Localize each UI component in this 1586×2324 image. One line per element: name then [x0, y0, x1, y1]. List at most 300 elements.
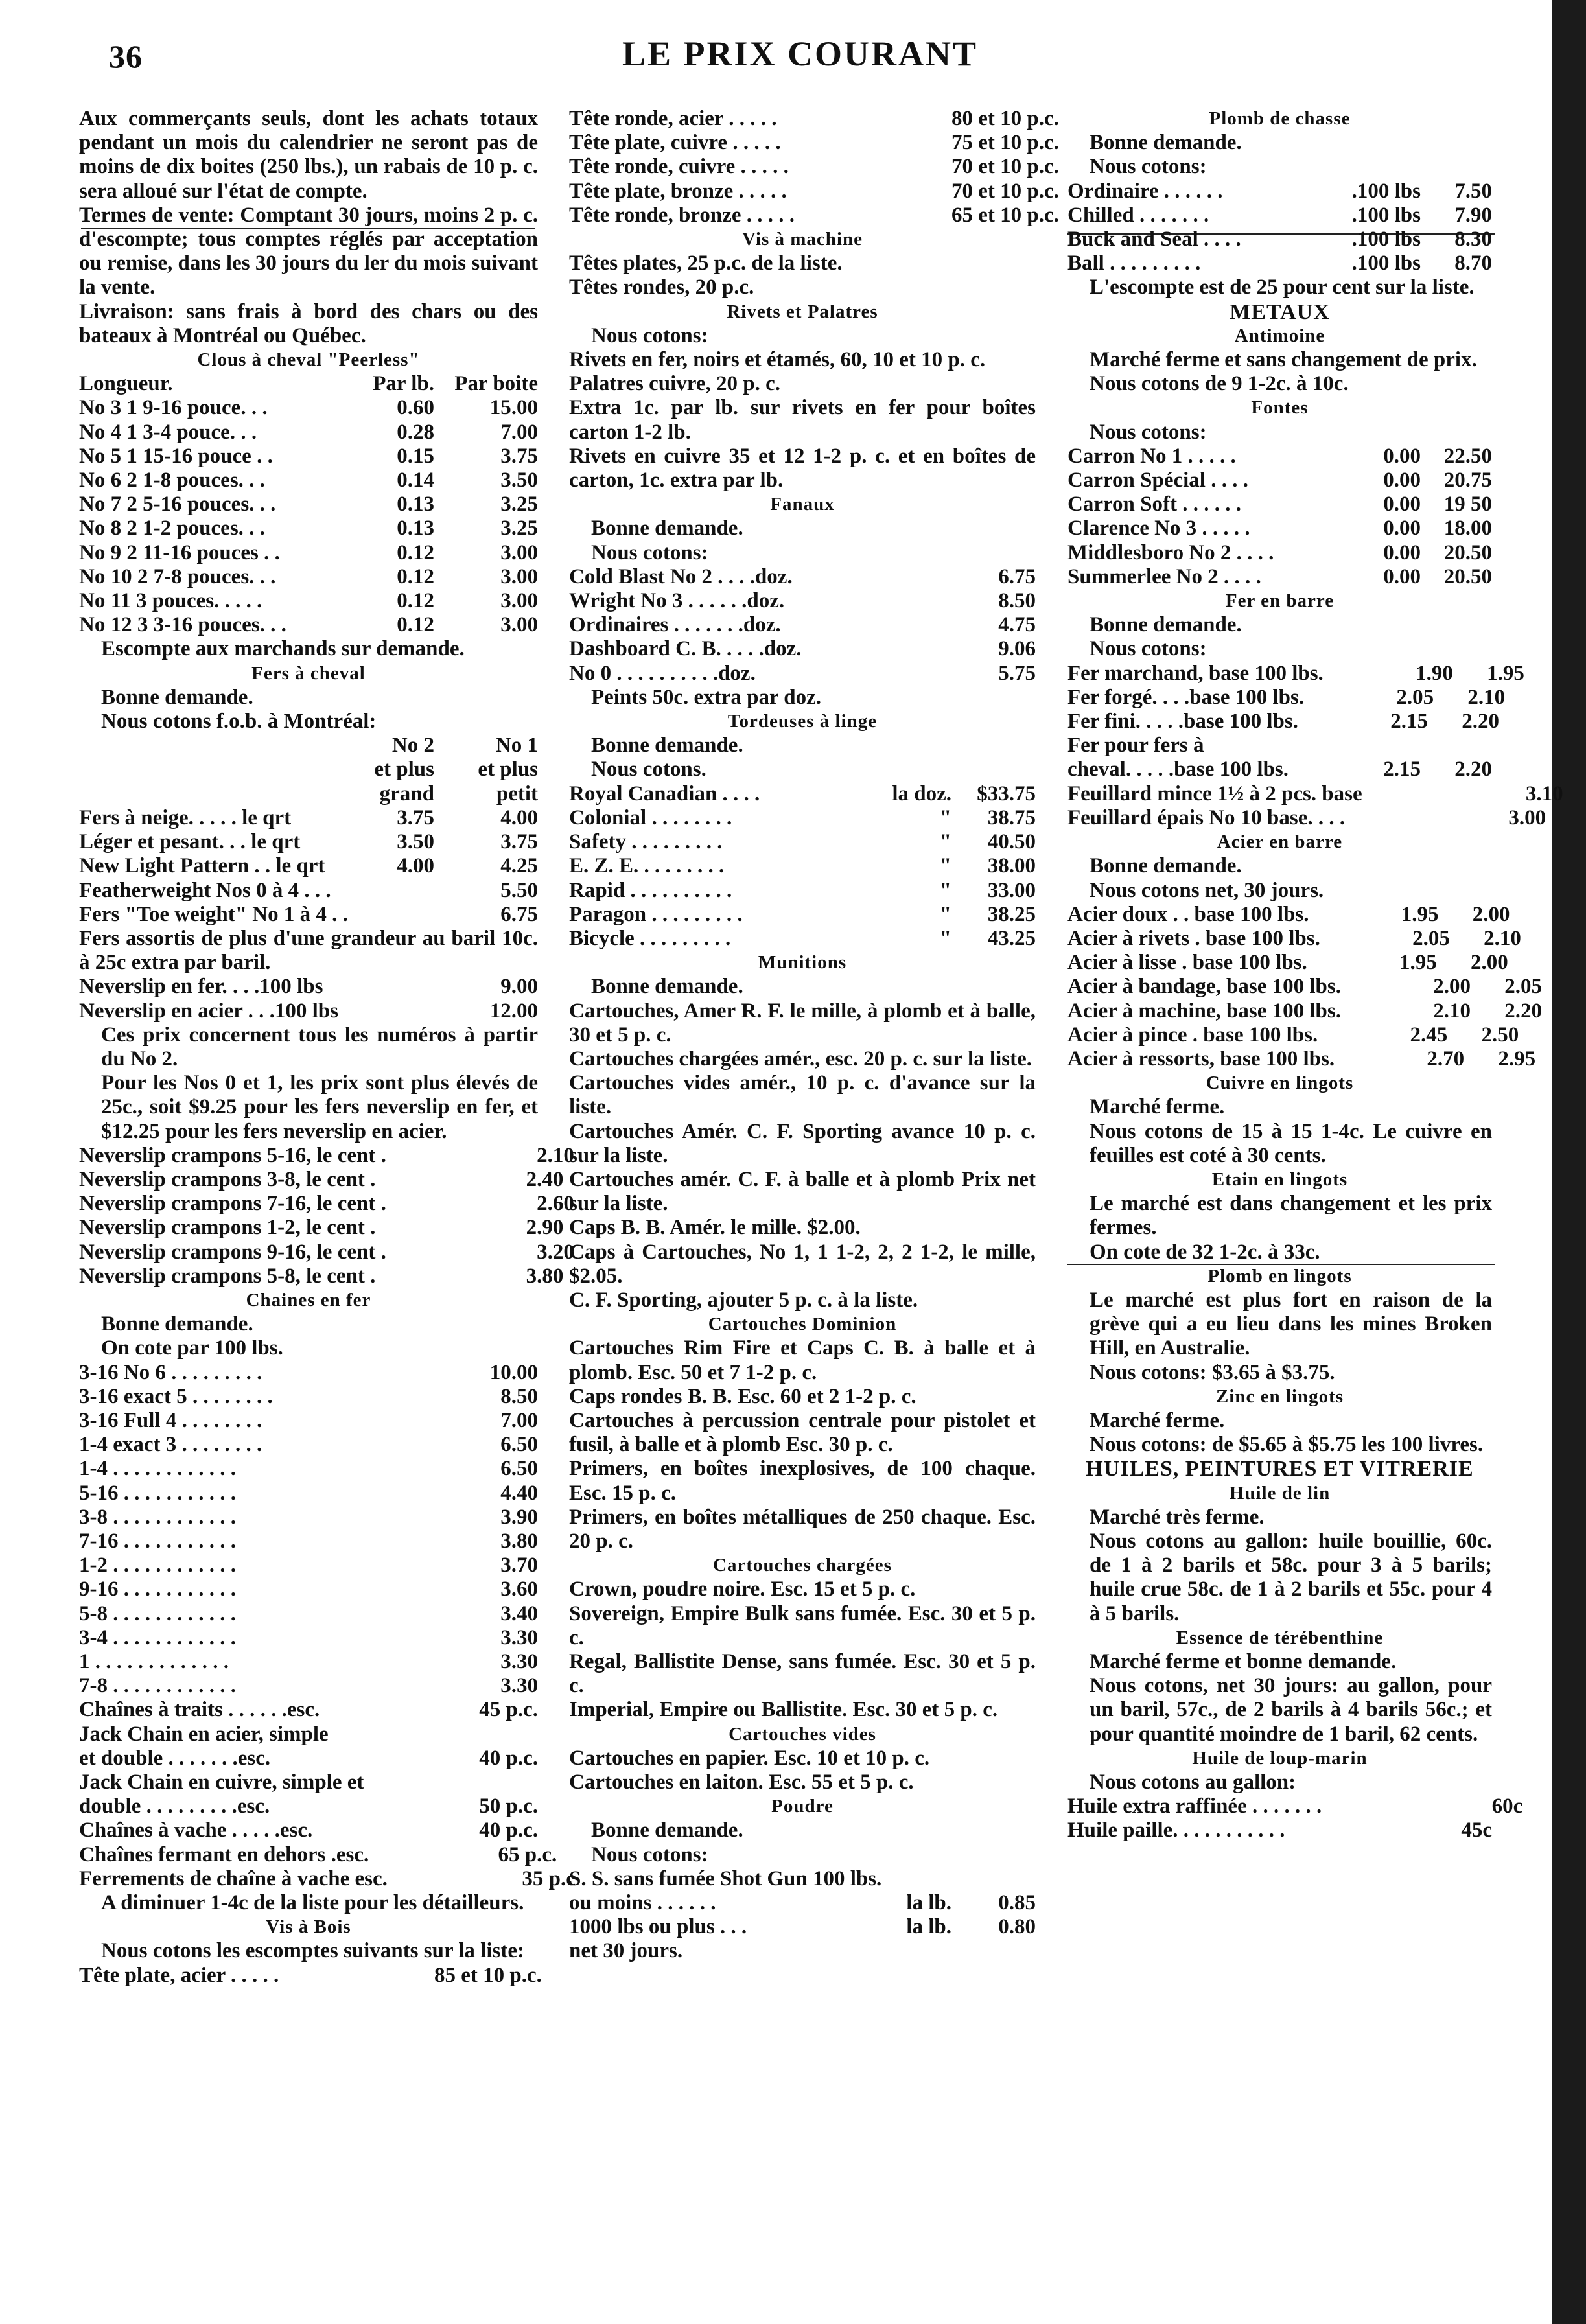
price-row: [569, 589, 1036, 613]
item-unit: la lb.: [906, 1891, 951, 1915]
item-price: et plus: [478, 758, 538, 782]
text-line: Têtes rondes, 20 p.c.: [569, 275, 754, 299]
text-line: Marché très ferme.: [1090, 1505, 1265, 1529]
item-price: 38.75: [987, 806, 1036, 830]
item-unit: 0.00: [1383, 444, 1421, 468]
paragraph: Le marché est plus fort en raison de la grève qui a eu lieu dans les mines Broken Hill, en Australie.: [1090, 1288, 1492, 1360]
item-price: 20.50: [1443, 540, 1492, 564]
item-unit: 0.00: [1383, 493, 1421, 517]
item-label: Fers "Toe weight" No 1 à 4 . .: [79, 902, 348, 926]
item-unit: [350, 1795, 434, 1819]
item-price: 8.70: [1454, 251, 1492, 275]
item-unit: 0.00: [1383, 469, 1421, 493]
section-heading: Vis à machine: [742, 229, 863, 250]
item-price: 40 p.c.: [479, 1746, 538, 1770]
paragraph: Extra 1c. par lb. sur rivets en fer pour boîtes carton 1-2 lb.: [569, 396, 1036, 444]
item-label: Fers à neige. . . . . le qrt: [79, 806, 292, 830]
text-line: Caps B. B. Amér. le mille. $2.00.: [569, 1216, 861, 1240]
price-row: [79, 1577, 538, 1601]
item-unit: ": [939, 902, 951, 926]
price-row: [569, 155, 1059, 179]
item-unit: [369, 1843, 453, 1867]
item-price: 5.75: [998, 661, 1036, 685]
item-label: No 0 . . . . . . . . . .doz.: [569, 661, 756, 685]
text-line: Nous cotons au gallon:: [1090, 1771, 1296, 1795]
price-row: [1067, 951, 1508, 975]
scan-edge: [1552, 0, 1586, 2324]
paragraph: Rivets en fer, noirs et étamés, 60, 10 et 10 p. c.: [569, 348, 986, 372]
price-row: [79, 372, 538, 396]
price-row: [79, 1698, 538, 1722]
price-row: [1067, 758, 1492, 782]
item-label: Carron No 1 . . . . .: [1067, 444, 1236, 468]
price-row: [79, 1264, 564, 1288]
item-label: Acier à pince . base 100 lbs.: [1067, 1023, 1318, 1047]
item-label: Ordinaire . . . . . .: [1067, 179, 1223, 203]
section-heading: Chaines en fer: [246, 1289, 371, 1310]
major-heading: HUILES, PEINTURES ET VITRERIE: [1086, 1457, 1474, 1482]
price-row: [79, 903, 538, 927]
item-label: No 10 2 7-8 pouces. . .: [79, 564, 276, 588]
price-row: [79, 613, 538, 637]
item-label: 5-8 . . . . . . . . . . . .: [79, 1601, 236, 1625]
item-unit: [802, 637, 951, 661]
item-unit: 2.00: [1433, 975, 1471, 999]
price-row: [1067, 180, 1492, 203]
item-price: 3.40: [500, 1601, 538, 1625]
section-heading: Vis à Bois: [266, 1916, 351, 1938]
item-price: 3.50: [500, 469, 538, 493]
item-unit: 2.70: [1427, 1047, 1465, 1071]
item-label: No 11 3 pouces. . . . .: [79, 589, 262, 613]
section-heading: Clous à cheval "Peerless": [197, 349, 420, 371]
text-line: Nous cotons:: [1090, 637, 1207, 661]
item-price: 7.00: [500, 420, 538, 444]
item-unit: [350, 1698, 434, 1722]
item-price: 3.00: [500, 540, 538, 564]
item-price: 8.30: [1454, 227, 1492, 251]
item-label: Longueur.: [79, 372, 173, 396]
item-unit: [802, 180, 951, 203]
item-price: 5.50: [500, 878, 538, 902]
item-label: Neverslip crampons 3-8, le cent .: [79, 1167, 376, 1191]
item-price: 9.00: [500, 975, 538, 999]
price-row: [79, 1866, 576, 1891]
price-row: [569, 565, 1036, 589]
price-row: [1067, 251, 1492, 275]
item-price: 3.10: [1525, 782, 1563, 806]
item-unit: [375, 1216, 460, 1240]
section-heading: Cartouches vides: [729, 1723, 876, 1745]
item-price: 2.10: [1467, 685, 1506, 709]
section-heading: Huile de loup-marin: [1192, 1747, 1368, 1769]
item-unit: [386, 1192, 471, 1216]
price-row: [79, 1167, 564, 1192]
paragraph: Fers assortis de plus d'une grandeur au baril 10c. à 25c extra par baril.: [79, 926, 538, 975]
item-label: 1000 lbs ou plus . . .: [569, 1915, 747, 1939]
paragraph: Nous cotons au gallon: huile bouillie, 60c. de 1 à 2 barils et 58c. pour 3 à 5 barils; huile crue 58c. de 1 à 2 barils et 55c. pour 4 à 5 barils.: [1090, 1529, 1492, 1625]
item-unit: [1322, 1795, 1451, 1819]
section-heading: Rivets et Palatres: [727, 301, 878, 322]
text-line: Caps rondes B. B. Esc. 60 et 2 1-2 p. c.: [569, 1384, 916, 1408]
item-label: 1 . . . . . . . . . . . . .: [79, 1650, 229, 1673]
item-price: 3.30: [500, 1674, 538, 1698]
item-label: Summerlee No 2 . . . .: [1067, 564, 1261, 588]
item-unit: Par lb.: [373, 372, 434, 396]
price-row: [569, 637, 1036, 661]
price-row: [569, 203, 1059, 227]
item-label: Carron Soft . . . . . .: [1067, 493, 1241, 517]
item-unit: [350, 1505, 434, 1529]
item-price: 3.60: [500, 1577, 538, 1601]
item-unit: la doz.: [892, 782, 951, 806]
price-row: [79, 854, 538, 878]
item-label: Tête plate, cuivre . . . . .: [569, 131, 781, 155]
item-unit: [350, 1409, 434, 1433]
price-row: [1067, 710, 1499, 734]
item-unit: 1.90: [1416, 661, 1453, 685]
text-line: Nous cotons:: [591, 323, 708, 347]
item-unit: [802, 203, 951, 227]
text-line: Escompte aux marchands sur demande.: [101, 637, 465, 661]
item-label: Fer marchand, base 100 lbs.: [1067, 661, 1324, 685]
item-price: 2.60: [537, 1192, 574, 1216]
price-row: [79, 975, 538, 999]
paragraph: Nous cotons: de $5.65 à $5.75 les 100 livres.: [1090, 1433, 1484, 1457]
text-line: Bonne demande.: [1090, 131, 1242, 155]
text-line: Marché ferme.: [1090, 1408, 1225, 1432]
item-price: 4.75: [998, 613, 1036, 637]
item-price: 9.06: [998, 637, 1036, 661]
item-price: 4.40: [500, 1481, 538, 1505]
item-price: 1.95: [1487, 661, 1524, 685]
paragraph: Cartouches, Amer R. F. le mille, à plomb et à balle, 30 et 5 p. c.: [569, 999, 1036, 1047]
text-line: Nous cotons: $3.65 à $3.75.: [1090, 1360, 1335, 1384]
item-price: 0.80: [998, 1915, 1036, 1939]
item-label: Tête ronde, cuivre . . . . .: [569, 155, 789, 179]
item-unit: 0.12: [397, 564, 434, 588]
item-unit: [350, 1650, 434, 1674]
paragraph: Primers, en boîtes inexplosives, de 100 chaque. Esc. 15 p. c.: [569, 1457, 1036, 1505]
item-unit: la lb.: [906, 1915, 951, 1939]
item-price: 85 et 10 p.c.: [434, 1963, 542, 1987]
item-label: [79, 758, 350, 782]
item-label: Acier à lisse . base 100 lbs.: [1067, 951, 1307, 975]
item-label: Dashboard C. B. . . . .doz.: [569, 637, 802, 661]
price-row: [79, 782, 538, 806]
item-unit: 0.28: [397, 420, 434, 444]
item-label: 5-16 . . . . . . . . . . .: [79, 1481, 236, 1505]
item-label: Chaînes fermant en dehors .esc.: [79, 1842, 369, 1866]
price-row: [79, 1433, 538, 1457]
text-line: Nous cotons net, 30 jours.: [1090, 878, 1324, 902]
price-row: [79, 493, 538, 517]
text-line: Nous cotons de 9 1-2c. à 10c.: [1090, 372, 1349, 396]
text-line: Bonne demande.: [591, 734, 743, 758]
price-row: [1067, 661, 1524, 686]
price-row: [79, 1553, 538, 1577]
item-label: 7-8 . . . . . . . . . . . .: [79, 1674, 236, 1698]
item-unit: [802, 131, 951, 155]
price-row: [79, 1626, 538, 1650]
item-price: 65 p.c.: [498, 1842, 557, 1866]
text-line: Palatres cuivre, 20 p. c.: [569, 372, 780, 396]
price-row: [1067, 902, 1510, 927]
item-price: 2.10: [1484, 926, 1521, 950]
paragraph: Le marché est dans changement et les prix fermes.: [1090, 1192, 1492, 1240]
item-price: 8.50: [500, 1384, 538, 1408]
price-row: [1067, 1023, 1519, 1047]
paragraph: Cartouches Amér. C. F. Sporting avance 10 p. c. sur la liste.: [569, 1119, 1036, 1167]
section-heading: Munitions: [758, 952, 847, 973]
price-row: [569, 854, 1036, 878]
item-price: 12.00: [489, 999, 538, 1023]
item-price: 3.80: [500, 1529, 538, 1553]
item-label: Fer fini. . . . .base 100 lbs.: [1067, 710, 1298, 734]
item-price: 3.30: [500, 1625, 538, 1649]
item-unit: 0.12: [397, 589, 434, 613]
item-label: No 6 2 1-8 pouces. . .: [79, 469, 265, 493]
item-unit: [350, 1964, 434, 1988]
item-label: Léger et pesant. . . le qrt: [79, 830, 301, 854]
item-price: 3.25: [500, 517, 538, 540]
item-label: Buck and Seal . . . .: [1067, 227, 1241, 251]
text-line: Bonne demande.: [101, 685, 253, 709]
major-heading: METAUX: [1230, 299, 1330, 324]
paragraph: A diminuer 1-4c de la liste pour les détailleurs.: [101, 1891, 524, 1915]
price-row: [569, 879, 1036, 903]
text-line: Cartouches en papier. Esc. 10 et 10 p. c.: [569, 1746, 930, 1770]
item-unit: 0.00: [1383, 517, 1421, 540]
text-line: Marché ferme et bonne demande.: [1090, 1650, 1397, 1673]
price-row: [79, 1602, 538, 1626]
text-line: Nous cotons.: [591, 758, 706, 782]
item-unit: [350, 1626, 434, 1650]
item-label: Tête ronde, acier . . . . .: [569, 107, 777, 130]
item-unit: ": [939, 926, 951, 950]
price-row: [1067, 999, 1542, 1023]
text-line: Nous cotons f.o.b. à Montréal:: [101, 710, 377, 734]
item-label: Middlesboro No 2 . . . .: [1067, 540, 1274, 564]
item-unit: [350, 1747, 434, 1771]
item-label: Ordinaires . . . . . . .doz.: [569, 613, 781, 637]
price-row: [79, 517, 538, 540]
price-row: [1067, 806, 1546, 830]
item-price: Par boite: [454, 372, 538, 396]
price-row: [569, 927, 1036, 951]
price-row: [79, 1747, 538, 1771]
price-row: [79, 879, 538, 903]
item-label: Tête ronde, bronze . . . . .: [569, 203, 795, 227]
section-heading: Plomb en lingots: [1207, 1265, 1352, 1286]
price-row: [569, 830, 1036, 854]
item-unit: 0.60: [397, 396, 434, 420]
item-unit: [350, 1674, 434, 1698]
item-label: Ferrements de chaîne à vache esc.: [79, 1866, 388, 1890]
item-label: 3-4 . . . . . . . . . . . .: [79, 1625, 236, 1649]
item-unit: [350, 1529, 434, 1553]
price-row: [569, 1915, 1036, 1939]
item-price: 60c: [1491, 1795, 1523, 1819]
item-price: 2.95: [1498, 1047, 1536, 1071]
item-label: Colonial . . . . . . . .: [569, 806, 732, 830]
paragraph: Cartouches chargées amér., esc. 20 p. c. sur la liste.: [569, 1047, 1032, 1071]
price-row: [79, 469, 538, 493]
item-label: 1-2 . . . . . . . . . . . .: [79, 1553, 236, 1577]
item-price: 3.00: [500, 613, 538, 637]
item-unit: et plus: [374, 758, 434, 782]
text-line: Bonne demande.: [101, 1312, 253, 1336]
item-label: Acier à rivets . base 100 lbs.: [1067, 926, 1320, 950]
paragraph: Cartouches Rim Fire et Caps C. B. à balle et à plomb. Esc. 50 et 7 1-2 p. c.: [569, 1336, 1036, 1384]
text-line: Marché ferme.: [1090, 1095, 1225, 1119]
paragraph: Pour les Nos 0 et 1, les prix sont plus élevés de 25c., soit $9.25 pour les fers neverslip en fer, et $12.25 pour les fers neverslip en acier.: [101, 1071, 538, 1143]
item-price: 43.25: [987, 926, 1036, 950]
item-price: 20.75: [1443, 469, 1492, 493]
item-unit: 1.95: [1399, 951, 1437, 975]
item-label: 3-16 Full 4 . . . . . . . .: [79, 1408, 262, 1432]
column-3: [1067, 107, 1563, 1843]
item-unit: 2.15: [1383, 758, 1421, 782]
item-label: Bicycle . . . . . . . . .: [569, 926, 731, 950]
item-price: 3.75: [500, 830, 538, 854]
paragraph: Cartouches à percussion centrale pour pistolet et fusil, à balle et à plomb Esc. 30 p. c.: [569, 1408, 1036, 1457]
item-price: 2.00: [1472, 902, 1510, 926]
paragraph: Primers, en boîtes métalliques de 250 chaque. Esc. 20 p. c.: [569, 1505, 1036, 1553]
item-label: Acier à ressorts, base 100 lbs.: [1067, 1047, 1335, 1071]
item-label: 3-8 . . . . . . . . . . . .: [79, 1505, 236, 1529]
price-row: [79, 999, 538, 1023]
text-line: On cote par 100 lbs.: [101, 1336, 283, 1360]
item-label: [79, 734, 350, 758]
text-line: Nous cotons:: [1090, 420, 1207, 444]
text-line: Nous cotons:: [1090, 155, 1207, 179]
item-price: 3.30: [500, 1650, 538, 1673]
price-row: [79, 806, 538, 830]
item-unit: 0.13: [397, 517, 434, 540]
item-price: 50 p.c.: [479, 1795, 538, 1819]
price-row: [1067, 565, 1492, 589]
item-label: cheval. . . . .base 100 lbs.: [1067, 758, 1289, 782]
item-price: 6.75: [500, 902, 538, 926]
text-line: Bonne demande.: [591, 975, 743, 999]
item-unit: grand: [379, 782, 434, 806]
item-unit: 2.15: [1390, 710, 1428, 734]
section-heading: Fer en barre: [1225, 590, 1335, 612]
item-label: 7-16 . . . . . . . . . . .: [79, 1529, 236, 1553]
price-row: [79, 396, 538, 420]
price-row: [79, 830, 538, 854]
item-price: 3.00: [500, 564, 538, 588]
item-unit: [1291, 1819, 1421, 1842]
price-row: [79, 1361, 538, 1385]
item-price: petit: [496, 782, 538, 806]
item-label: 3-16 exact 5 . . . . . . . .: [79, 1384, 273, 1408]
text-line: On cote de 32 1-2c. à 33c.: [1090, 1240, 1320, 1264]
item-price: 19 50: [1443, 493, 1492, 517]
section-heading: Huile de lin: [1229, 1482, 1331, 1504]
paragraph: Nous cotons, net 30 jours: au gallon, pour un baril, 57c., de 2 barils à 4 barils 56c.; et pour quantité moindre de 1 baril, 62 cents.: [1090, 1674, 1492, 1746]
item-price: 45c: [1461, 1819, 1492, 1842]
paragraph: Sovereign, Empire Bulk sans fumée. Esc. 30 et 5 p. c.: [569, 1601, 1036, 1649]
item-price: 4.25: [500, 854, 538, 878]
item-label: Cold Blast No 2 . . . .doz.: [569, 564, 793, 588]
item-price: 2.10: [537, 1143, 574, 1167]
price-row: [79, 1192, 574, 1216]
item-label: 9-16 . . . . . . . . . . .: [79, 1577, 236, 1601]
price-row: [79, 758, 538, 782]
item-price: 80 et 10 p.c.: [951, 107, 1059, 130]
section-heading: Zinc en lingots: [1215, 1386, 1344, 1407]
item-unit: [350, 1457, 434, 1481]
price-row: [79, 589, 538, 613]
item-unit: [802, 155, 951, 179]
item-unit: [350, 1819, 434, 1842]
item-unit: ": [939, 806, 951, 830]
text-line: Têtes plates, 25 p.c. de la liste.: [569, 251, 843, 275]
item-price: 7.90: [1454, 203, 1492, 227]
item-price: 38.00: [987, 854, 1036, 878]
paragraph: Caps à Cartouches, No 1, 1 1-2, 2, 2 1-2, le mille, $2.05.: [569, 1240, 1036, 1288]
item-unit: .100 lbs: [1351, 227, 1421, 251]
item-price: 40.50: [987, 830, 1036, 854]
price-row: [79, 1143, 574, 1168]
item-label: Clarence No 3 . . . . .: [1067, 517, 1250, 540]
item-unit: [350, 903, 434, 927]
item-unit: [350, 1482, 434, 1505]
price-row: [1067, 685, 1506, 710]
price-row: [569, 782, 1036, 806]
paragraph: Rivets en cuivre 35 et 12 1-2 p. c. et en boîtes de carton, 1c. extra par lb.: [569, 444, 1036, 493]
item-label: Tête plate, acier . . . . .: [79, 1963, 279, 1987]
text-line: Bonne demande.: [1090, 854, 1242, 878]
text-line: Bonne demande.: [591, 1819, 743, 1842]
item-unit: [1345, 806, 1475, 830]
item-label: No 3 1 9-16 pouce. . .: [79, 396, 268, 420]
section-heading: Cartouches chargées: [713, 1555, 892, 1576]
price-row: [569, 662, 1036, 686]
item-label: Neverslip crampons 5-16, le cent .: [79, 1143, 386, 1167]
price-row: [569, 1891, 1036, 1915]
price-row: [1067, 975, 1543, 999]
item-price: 3.00: [500, 589, 538, 613]
item-price: 38.25: [987, 902, 1036, 926]
item-price: 65 et 10 p.c.: [951, 203, 1059, 227]
paragraph: Livraison: sans frais à bord des chars ou des bateaux à Montréal ou Québec.: [79, 299, 538, 347]
price-row: [79, 1385, 538, 1409]
item-price: 4.00: [500, 806, 538, 830]
item-price: 2.05: [1504, 975, 1543, 999]
item-price: 2.00: [1470, 951, 1508, 975]
item-price: 45 p.c.: [479, 1698, 538, 1722]
item-label: Neverslip en acier . . .100 lbs: [79, 999, 338, 1023]
section-heading: Fers à cheval: [251, 662, 366, 684]
item-unit: 2.45: [1410, 1023, 1448, 1047]
price-row: [1067, 541, 1492, 565]
price-row: [79, 1963, 542, 1988]
price-row: [79, 1842, 557, 1867]
item-unit: [802, 613, 951, 637]
price-row: [569, 179, 1059, 203]
item-label: No 9 2 11-16 pouces . .: [79, 540, 280, 564]
item-label: Huile extra raffinée . . . . . . .: [1067, 1795, 1322, 1819]
item-label: Safety . . . . . . . . .: [569, 830, 723, 854]
paragraph: Termes de vente: Comptant 30 jours, moins 2 p. c. d'escompte; tous comptes réglés par acceptation ou remise, dans les 30 jours du ler du mois suivant la vente.: [79, 203, 538, 299]
section-heading: Cuivre en lingots: [1206, 1073, 1354, 1094]
item-label: Paragon . . . . . . . . .: [569, 902, 743, 926]
item-unit: [350, 999, 434, 1023]
item-price: 3.90: [500, 1505, 538, 1529]
